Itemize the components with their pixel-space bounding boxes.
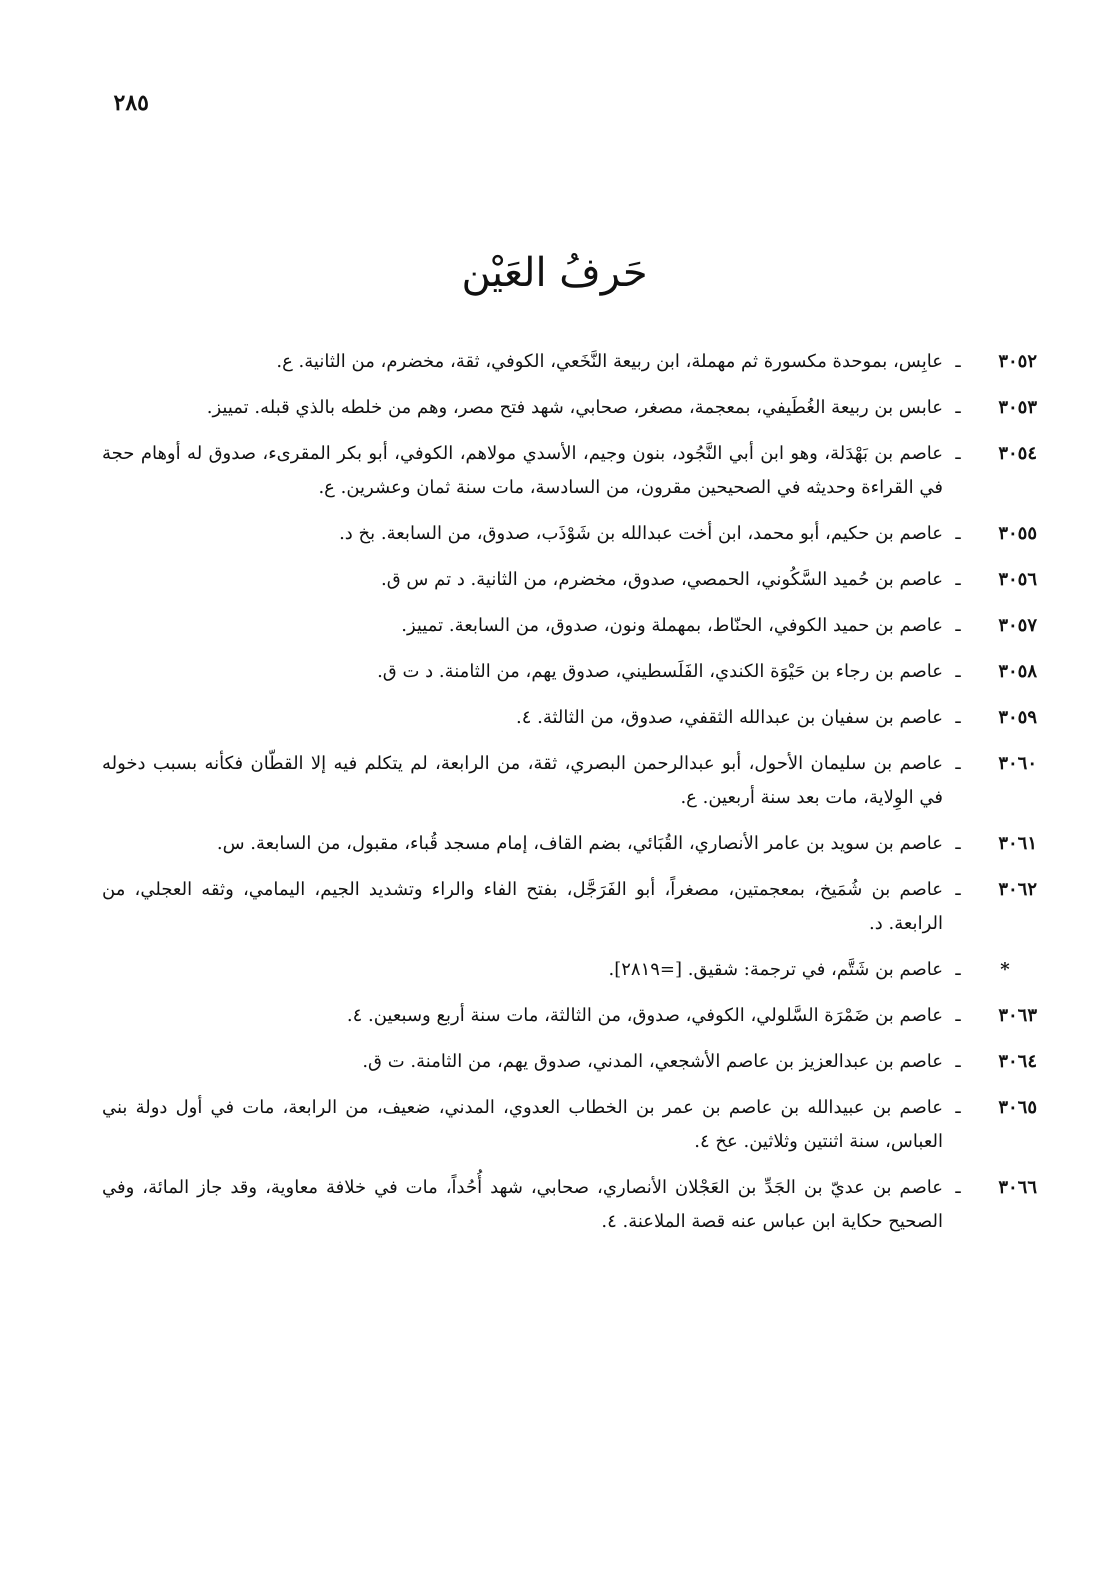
entry-3057	[102, 609, 1037, 643]
entry-3058	[102, 655, 1037, 689]
entry-number: ٣٠٥٤	[998, 443, 1037, 464]
entry-3065	[102, 1091, 1037, 1159]
entry-text: عاصم بن عبدالعزيز بن عاصم الأشجعي، المدني، صدوق يهم، من الثامنة. ت ق.	[362, 1051, 943, 1072]
entry-number: ٣٠٦٤	[998, 1051, 1037, 1072]
entry-text: عاصم بن حُميد السَّكُوني، الحمصي، صدوق، مخضرم، من الثانية. د تم س ق.	[381, 569, 943, 590]
entry-3061	[102, 827, 1037, 861]
entry-dash: ـ	[955, 443, 961, 464]
entry-number: ٣٠٦٢	[998, 879, 1037, 900]
entry-3055	[102, 517, 1037, 551]
entry-text: عاصم بن شُمَيخ، بمعجمتين، مصغراً، أبو الفَرَجَّل، بفتح الفاء والراء وتشديد الجيم، اليمامي، وثقه العجلي، من الرابعة. د.	[102, 879, 943, 934]
entry-dash: ـ	[955, 615, 961, 636]
entry-3063	[102, 999, 1037, 1033]
entry-number: ٣٠٥٧	[998, 615, 1037, 636]
entry-dash: ـ	[955, 753, 961, 774]
entry-3066	[102, 1171, 1037, 1239]
chapter-title: حَرفُ العَيْن	[461, 250, 648, 296]
entry-number: ٣٠٦٠	[998, 753, 1037, 774]
entry-3054	[102, 437, 1037, 505]
entry-number: ٣٠٥٥	[998, 523, 1037, 544]
entry-number: ٣٠٥٩	[998, 707, 1037, 728]
entry-dash: ـ	[955, 351, 961, 372]
entry-number: ٣٠٦٣	[998, 1005, 1037, 1026]
entry-dash: ـ	[955, 707, 961, 728]
entry-dash: ـ	[955, 1051, 961, 1072]
entry-text: عاصم بن عديّ بن الجَدِّ بن العَجْلان الأنصاري، صحابي، شهد أُحُداً، مات في خلافة معاوية، وقد جاز المائة، وفي الصحيح حكاية ابن عباس عنه قصة الملاعنة. ٤.	[102, 1177, 943, 1232]
entry-number: ٣٠٦١	[998, 833, 1037, 854]
entry-text: عاصم بن عبيدالله بن عاصم بن عمر بن الخطاب العدوي، المدني، ضعيف، من الرابعة، مات في أول دولة بني العباس، سنة اثنتين وثلاثين. عخ ٤.	[102, 1097, 944, 1152]
asterisk-icon: *	[1000, 959, 1010, 980]
entry-number: ٣٠٥٢	[998, 351, 1037, 372]
entry-3053	[102, 391, 1037, 425]
entry-dash: ـ	[955, 833, 961, 854]
entry-dash: ـ	[955, 959, 961, 980]
entry-text: عاصم بن رجاء بن حَيْوَة الكندي، الفَلَسطيني، صدوق يهم، من الثامنة. د ت ق.	[377, 661, 943, 682]
entry-text: عاصم بن حكيم، أبو محمد، ابن أخت عبدالله بن شَوْذَب، صدوق، من السابعة. بخ د.	[339, 523, 943, 544]
entry-dash: ـ	[955, 569, 961, 590]
entry-dash: ـ	[955, 1005, 961, 1026]
entry-number: ٣٠٥٦	[998, 569, 1037, 590]
entry-number: ٣٠٥٣	[998, 397, 1037, 418]
entry-dash: ـ	[955, 1177, 961, 1198]
entry-text: عاصم بن سفيان بن عبدالله الثقفي، صدوق، من الثالثة. ٤.	[515, 707, 943, 728]
entry-text: عاصم بن ضَمْرَة السَّلولي، الكوفي، صدوق، من الثالثة، مات سنة أربع وسبعين. ٤.	[346, 1005, 943, 1026]
entry-number: ٣٠٥٨	[998, 661, 1037, 682]
page-number: ٢٨٥	[113, 90, 149, 116]
entry-dash: ـ	[955, 523, 961, 544]
entry-3052	[102, 345, 1037, 379]
entry-3059	[102, 701, 1037, 735]
entry-dash: ـ	[955, 879, 961, 900]
entry-3062	[102, 873, 1037, 941]
entry-dash: ـ	[955, 1097, 961, 1118]
entry-cross-reference	[102, 953, 1037, 987]
entry-text: عابس بن ربيعة الغُطَيفي، بمعجمة، مصغر، صحابي، شهد فتح مصر، وهم من خلطه بالذي قبله. تمييز.	[206, 397, 943, 418]
entry-dash: ـ	[955, 661, 961, 682]
entries-list	[102, 345, 1037, 1251]
entry-dash: ـ	[955, 397, 961, 418]
entry-text: عاصم بن بَهْدَلة، وهو ابن أبي النَّجُود، بنون وجيم، الأسدي مولاهم، الكوفي، أبو بكر المقرىء، صدوق له أوهام حجة في القراءة وحديثه في الصحيحين مقرون، من السادسة، مات سنة ثمان وعشرين. ع.	[102, 443, 943, 498]
entry-text: عاصم بن حميد الكوفي، الحنّاط، بمهملة ونون، صدوق، من السابعة. تمييز.	[401, 615, 943, 636]
entry-text: عاصم بن سويد بن عامر الأنصاري، القُبَائي، بضم القاف، إمام مسجد قُباء، مقبول، من السابعة. س.	[216, 833, 943, 854]
entry-text: عابِس، بموحدة مكسورة ثم مهملة، ابن ربيعة النَّخَعي، الكوفي، ثقة، مخضرم، من الثانية. ع.	[276, 351, 943, 372]
entry-text: عاصم بن سليمان الأحول، أبو عبدالرحمن البصري، ثقة، من الرابعة، لم يتكلم فيه إلا القطّان فكأنه بسبب دخوله في الوِلاية، مات بعد سنة أربعين. ع.	[102, 753, 943, 808]
entry-number: ٣٠٦٥	[998, 1097, 1037, 1118]
entry-3060	[102, 747, 1037, 815]
entry-number: ٣٠٦٦	[998, 1177, 1037, 1198]
entry-text: عاصم بن شَتَّم، في ترجمة: شقيق. [=٢٨١٩].	[608, 959, 943, 980]
entry-3064	[102, 1045, 1037, 1079]
entry-3056	[102, 563, 1037, 597]
